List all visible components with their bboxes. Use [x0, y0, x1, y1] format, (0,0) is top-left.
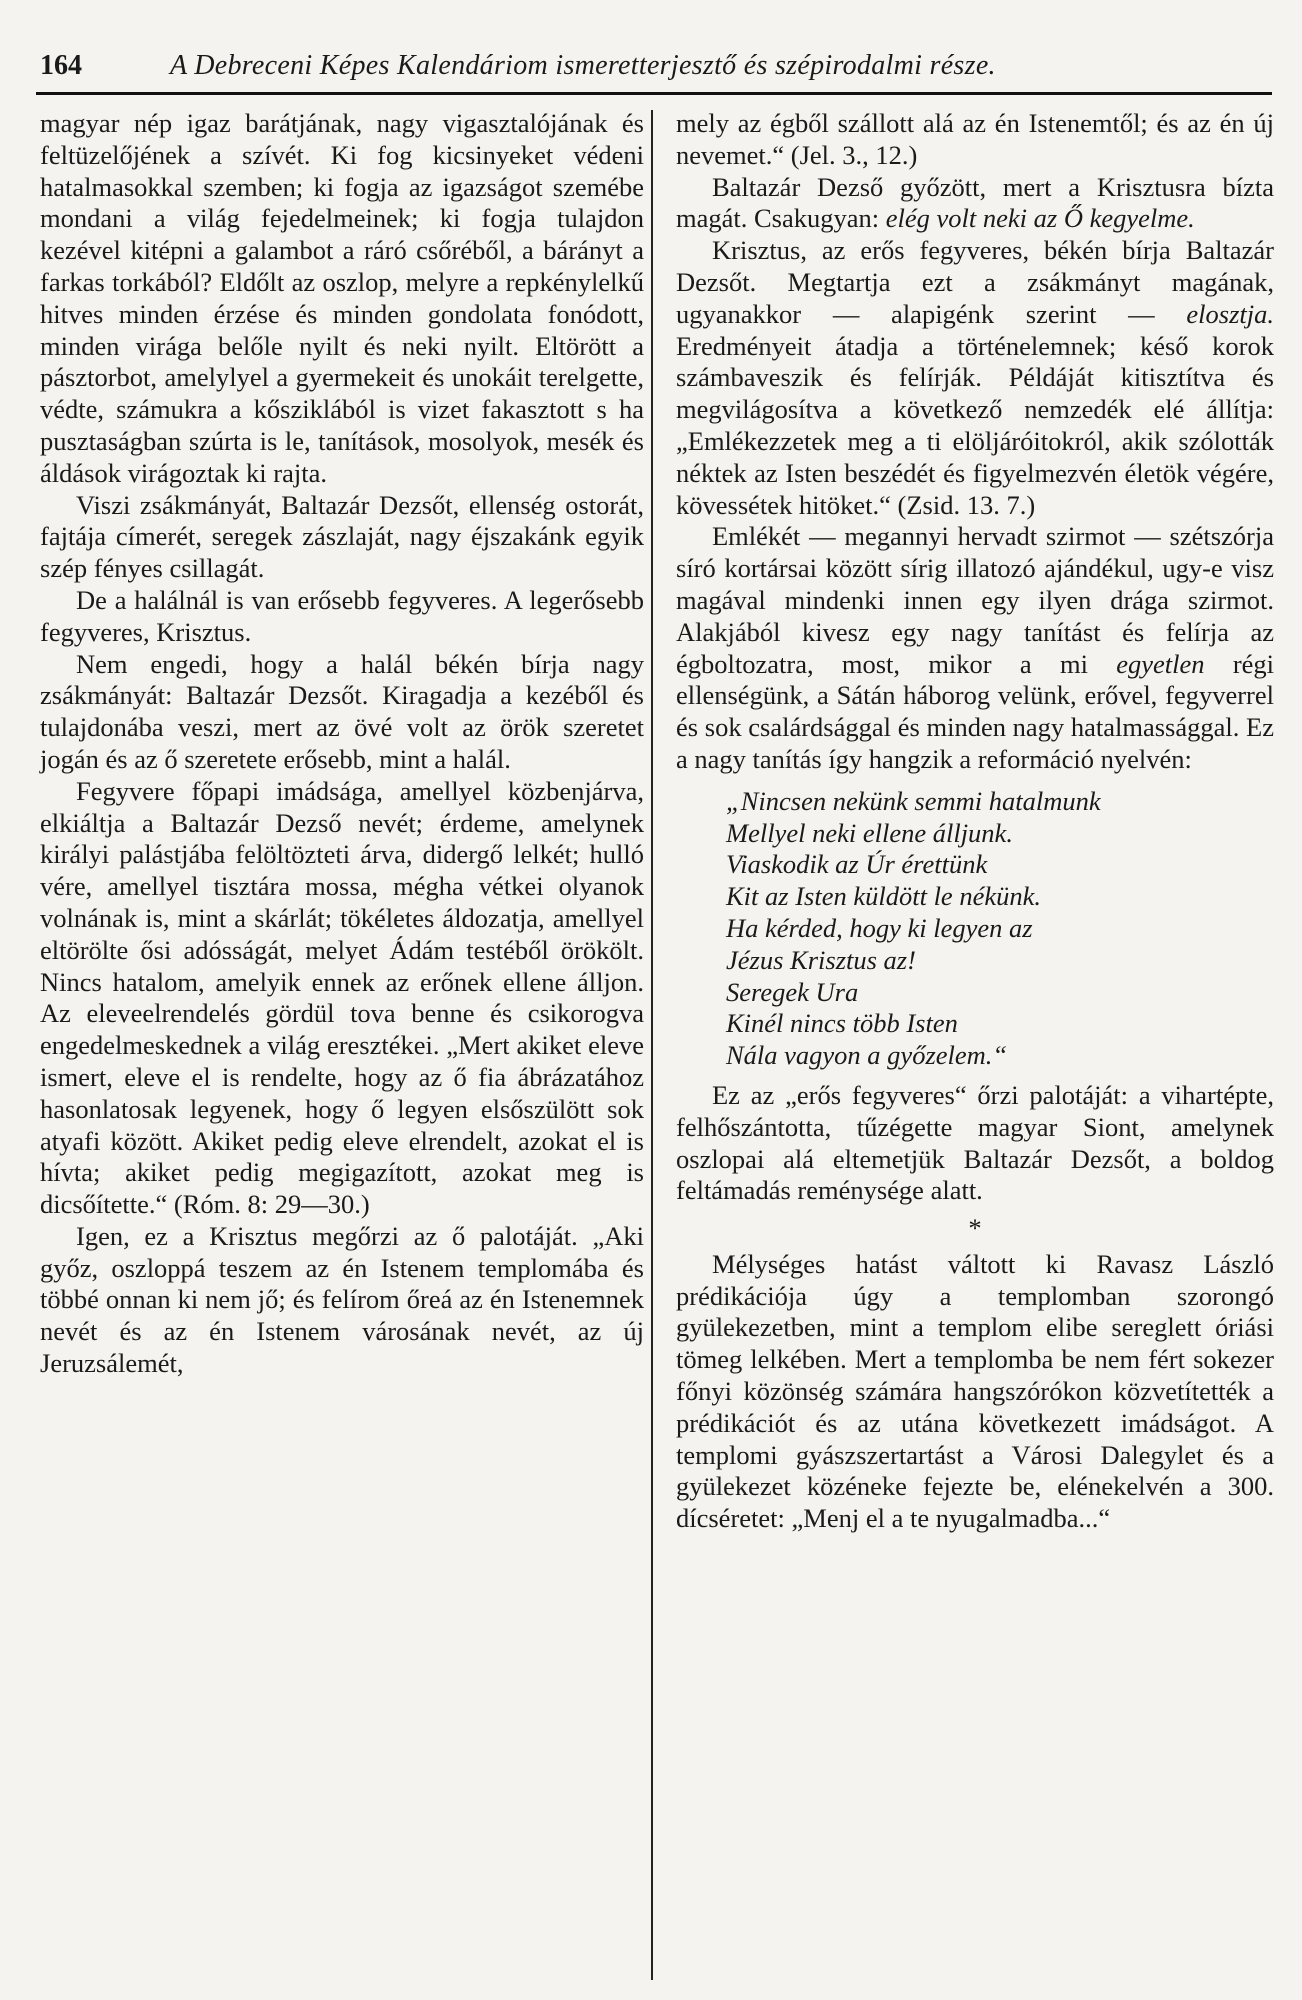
paragraph-text: régi ellenségünk, a Sátán háborog velünk, erővel, fegyverrel és sok csalárdsággal és minden nagy hatalmassággal. Ez a nagy tanítás így hangzik a reformáció nyelvén: — [676, 648, 1275, 774]
paragraph — [676, 172, 1274, 236]
emphasis: elég volt neki az Ő kegyelme. — [885, 203, 1195, 234]
paragraph: Igen, ez a Krisztus megőrzi az ő palotáját. „Aki győz, oszloppá teszem az én Istenem templomába és többé onnan ki nem jő; és felírom őreá az én Istenemnek nevét és az én Istenem városának nevét, az új Jeruzsálemét, — [40, 1220, 644, 1379]
page-number: 164 — [40, 50, 82, 81]
right-column — [676, 108, 1274, 1535]
running-head: A Debreceni Képes Kalendáriom ismeretterjesztő és szépirodalmi része. — [170, 50, 996, 81]
section-separator: * — [968, 1213, 982, 1244]
paragraph: Viszi zsákmányát, Baltazár Dezsőt, ellenség ostorát, fajtája címerét, seregek zászlaját, nagy éjszakánk egyik szép fényes csillagát. — [40, 489, 644, 584]
paragraph: magyar nép igaz barátjának, nagy vigasztalójának és feltüzelőjének a szívét. Ki fog kicsinyeket védeni hatalmasokkal szemben; ki fogja az igazságot szemébe mondani a világ fejedelmeinek; ki fogja tulajdon kezével kitépni a galambot a ráró csőréből, a bárányt a farkas torkából? Eldőlt az oszlop, melyre a repkénylelkű hitves minden érzése és minden gondolata fonódott, minden virága belőle nyilt és neki nyilt. Eltörött a pásztorbot, amelylyel a gyermekeit és unokáit terelgette, védte, számukra a kősziklából is vizet fakasztott s ha pusztaságban szúrta is le, tanítások, mosolyok, mesék és áldások virágoztak ki rajta. — [40, 108, 644, 488]
paragraph — [676, 521, 1274, 775]
paragraph: De a halálnál is van erősebb fegyveres. A legerősebb fegyveres, Krisztus. — [40, 584, 644, 647]
paragraph-text: Baltazár Dezső győzött, mert a Krisztusra bízta magát. Csakugyan: — [676, 171, 1274, 234]
paragraph: Ez az „erős fegyveres“ őrzi palotáját: a vihartépte, felhőszántotta, tűzégette magyar Siont, amelynek oszlopai alá eltemetjük Baltazár Dezsőt, a boldog feltámadás reménysége alatt. — [676, 1079, 1274, 1206]
paragraph-text: Krisztus, az erős fegyveres, békén bírja Baltazár Dezsőt. Megtartja ezt a zsákmányt magának, ugyanakkor — alapigénk szerint — — [676, 235, 1274, 329]
hymn-quote — [726, 786, 1274, 1072]
paragraph: Nem engedi, hogy a halál békén bírja nagy zsákmányát: Baltazár Dezsőt. Kiragadja a kezéből és tulajdonába veszi, mert az övé volt az örök szeretet jogán és az ő szeretete erősebb, mint a halál. — [40, 648, 644, 774]
paragraph: Mélységes hatást váltott ki Ravasz László prédikációja úgy a templomban szorongó gyülekezetben, mint a templom elibe sereglett óriási tömeg lelkében. Mert a templomba be nem fért sokezer főnyi közönség számára hangszórókon közvetítették a prédikációt és az utána következett imádságot. A templomi gyászszertartást a Városi Dalegylet és a gyülekezet közéneke fejezte be, elénekelvén a 300. dícséretet: „Menj el a te nyugalmadba...“ — [676, 1248, 1274, 1534]
paragraph — [676, 235, 1274, 521]
column-divider — [651, 110, 653, 1980]
poem-line: Nála vagyon a győzelem.“ — [726, 1040, 1008, 1071]
paragraph: Fegyvere főpapi imádsága, amellyel közbenjárva, elkiáltja a Baltazár Dezső nevét; érdeme, amelynek királyi palástjába felöltözteti árva, didergő lelkét; hulló vére, amellyel tisztára mossa, mégha vétkei olyanok volnának is, mint a skárlát; tökéletes áldozatja, amellyel eltörölte ősi adósságát, melyet Ádám testéből örökölt. Nincs hatalom, amelyik ennek az erőnek ellene álljon. Az eleveelrendelés gördül tova benne és csikorogva engedelmeskednek a világ eresztékei. „Mert akiket eleve ismert, eleve el is rendelte, hogy az ő fia ábrázatához hasonlatosak legyenek, hogy ő legyen elsőszülött sok atyafi között. Akiket pedig eleve elrendelt, azokat el is hívta; akiket pedig megigazított, azokat meg is dicsőítette.“ (Róm. 8: 29—30.) — [40, 775, 644, 1220]
emphasis: elosztja. — [1186, 298, 1275, 329]
paragraph-text: Emlékét — megannyi hervadt szirmot — szétszórja síró kortársai között sírig illatozó ajándékul, ugy-e visz magával mindenki innen egy ilyen drága szirmot. Alakjából kivesz egy nagy tanítást és felírja az égboltozatra, most, mikor a mi — [676, 521, 1274, 679]
left-column — [40, 108, 644, 1380]
poem-line: Seregek Ura — [726, 976, 859, 1007]
header-rule — [36, 92, 1272, 95]
poem-line: Viaskodik az Úr érettünk — [726, 849, 988, 880]
page-header — [40, 50, 1270, 94]
poem-line: Mellyel neki ellene álljunk. — [726, 817, 1013, 848]
poem-line: Jézus Krisztus az! — [726, 944, 916, 975]
paragraph-text: Eredményeit átadja a történelemnek; késő korok számbaveszik és felírják. Példáját kitisztítva és megvilágosítva a következő nemzedék elé állítja: „Emlékezzetek meg a ti elöljáróitokról, akik szólották néktek az Isten beszédét és figyelmezvén életök végére, kövessétek hitöket.“ (Zsid. 13. 7.) — [676, 330, 1274, 520]
poem-line: „Nincsen nekünk semmi hatalmunk — [726, 785, 1101, 816]
paragraph: mely az égből szállott alá az én Istenemtől; és az én új nevemet.“ (Jel. 3., 12.) — [676, 108, 1274, 170]
poem-line: Kinél nincs több Isten — [726, 1008, 958, 1039]
emphasis: egyetlen — [1116, 648, 1205, 679]
poem-line: Ha kérded, hogy ki legyen az — [726, 912, 1033, 943]
poem-line: Kit az Isten küldött le nékünk. — [726, 881, 1041, 912]
